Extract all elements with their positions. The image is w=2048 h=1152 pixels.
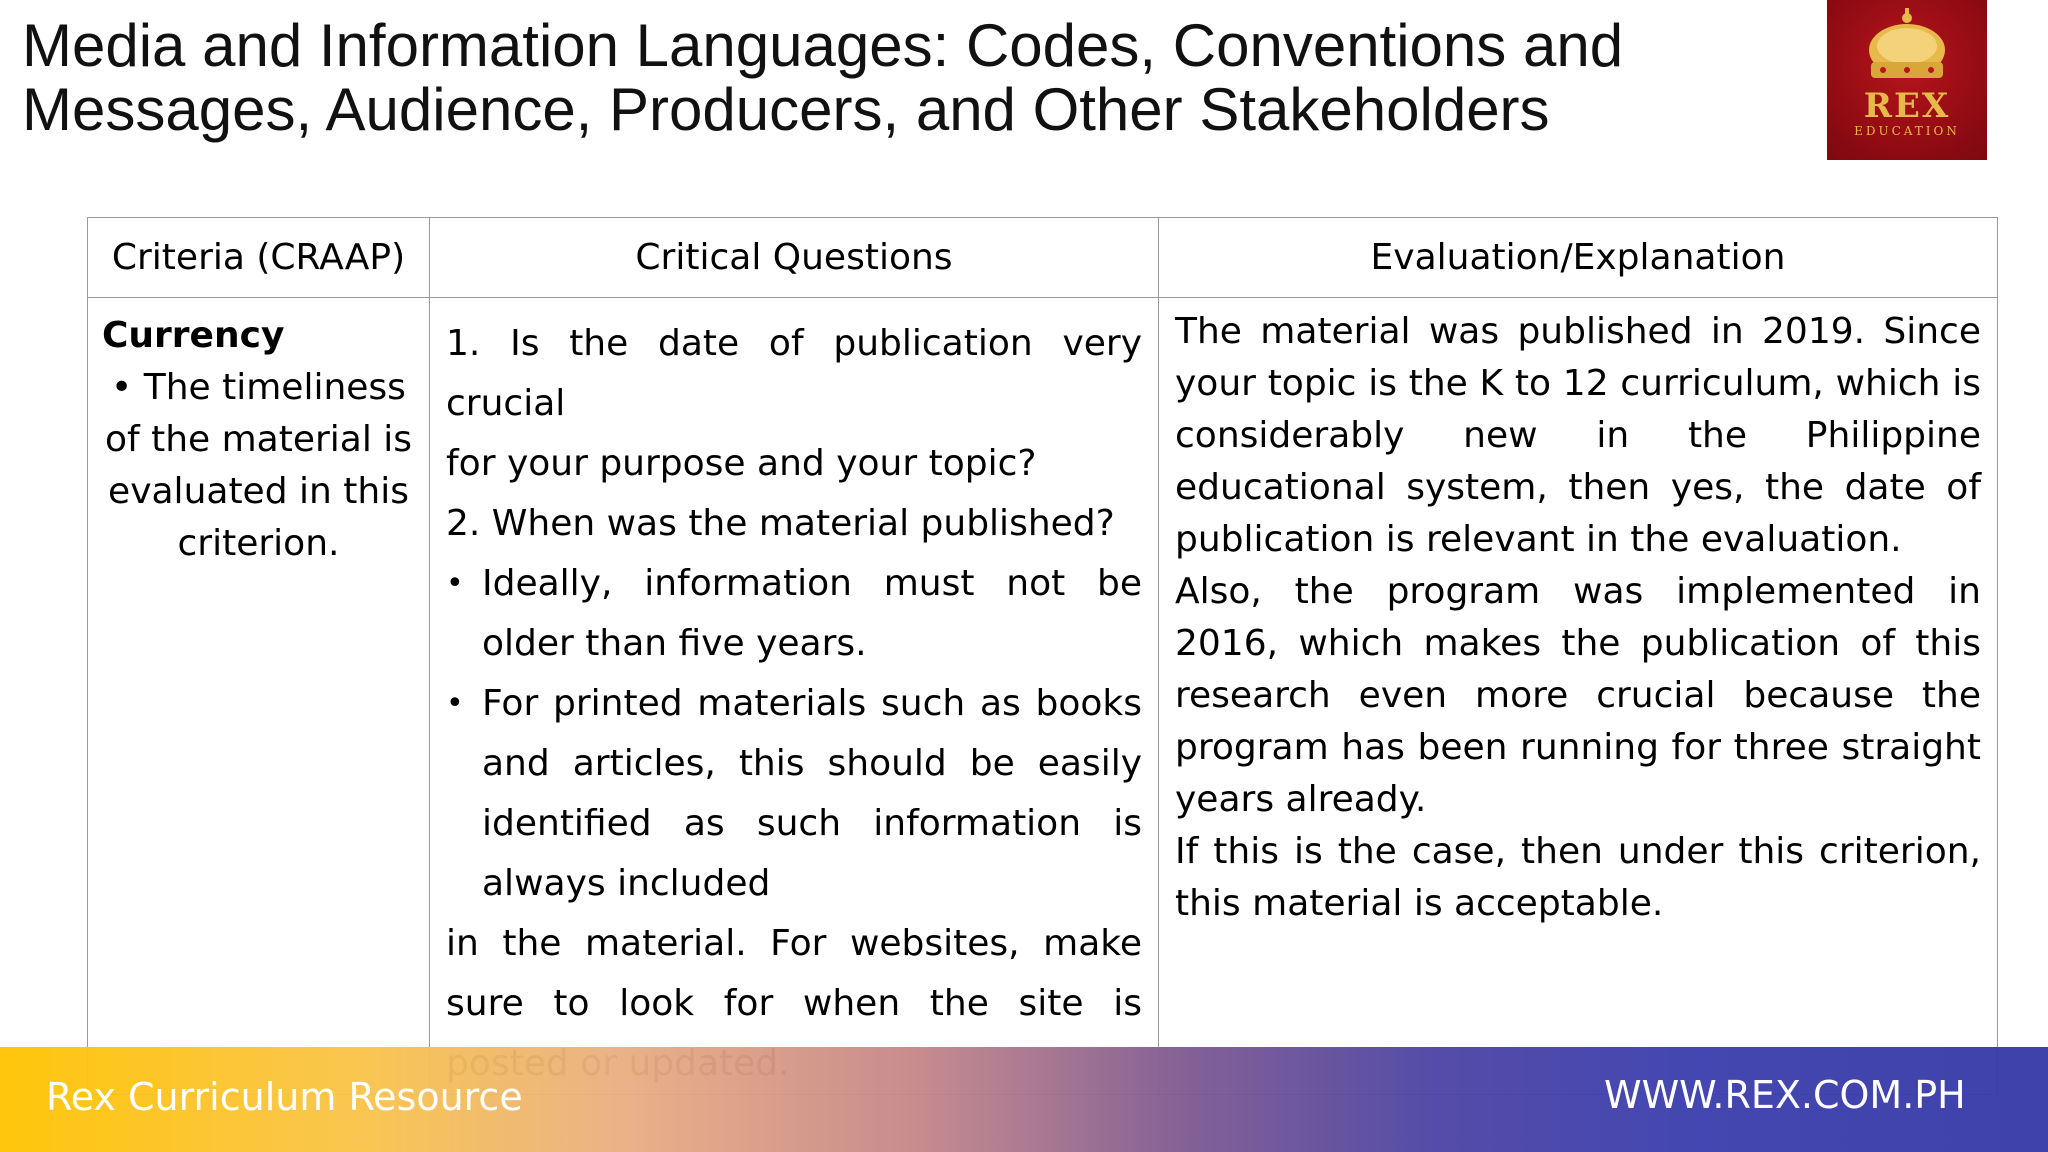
evaluation-paragraph-1: The material was published in 2019. Since your topic is the K to 12 curriculum, which is considerably new in the Philippine educational system, then yes, the date of publication is relevant in the evaluation. (1175, 311, 1981, 560)
table-header-row (88, 218, 1998, 298)
question-bullet-2: • For printed materials such as books and articles, this should be easily identified as such information is always included (446, 674, 1142, 914)
logo-brand-text: REX (1863, 86, 1951, 126)
criteria-cell (88, 298, 430, 1095)
footer-left-text: Rex Curriculum Resource (46, 1075, 523, 1119)
evaluation-cell (1159, 298, 1998, 1095)
question-1: 1. Is the date of publication very crucial (446, 323, 1142, 424)
question-bullet-1: • Ideally, information must not be older than five years. (446, 554, 1142, 674)
table-row (88, 298, 1998, 1095)
craap-table (87, 217, 1998, 1095)
question-tail: in the material. For websites, make sure to look for when the site is (446, 923, 1142, 1024)
logo-subtitle-text: EDUCATION (1854, 124, 1960, 138)
footer-website-link[interactable]: WWW.REX.COM.PH (1604, 1073, 1966, 1117)
question-1-continued: for your purpose and your topic? (446, 443, 1037, 484)
questions-cell (430, 298, 1159, 1095)
slide-title: Media and Information Languages: Codes, Conventions and Messages, Audience, Producers, and Other Stakeholders (22, 12, 1624, 143)
rex-education-logo (1827, 0, 1987, 160)
criteria-name: Currency (102, 315, 285, 356)
evaluation-paragraph-2: Also, the program was implemented in 2016, which makes the publication of this research even more crucial because the program has been running for three straight years already. (1175, 571, 1981, 820)
evaluation-paragraph-3: If this is the case, then under this criterion, this material is acceptable. (1175, 831, 1981, 924)
question-2: 2. When was the material published? (446, 503, 1115, 544)
criteria-description: • The timeliness of the material is evaluated in this criterion. (104, 367, 413, 564)
header-criteria: Criteria (CRAAP) (88, 218, 430, 298)
header-critical-questions: Critical Questions (430, 218, 1159, 298)
header-evaluation: Evaluation/Explanation (1159, 218, 1998, 298)
